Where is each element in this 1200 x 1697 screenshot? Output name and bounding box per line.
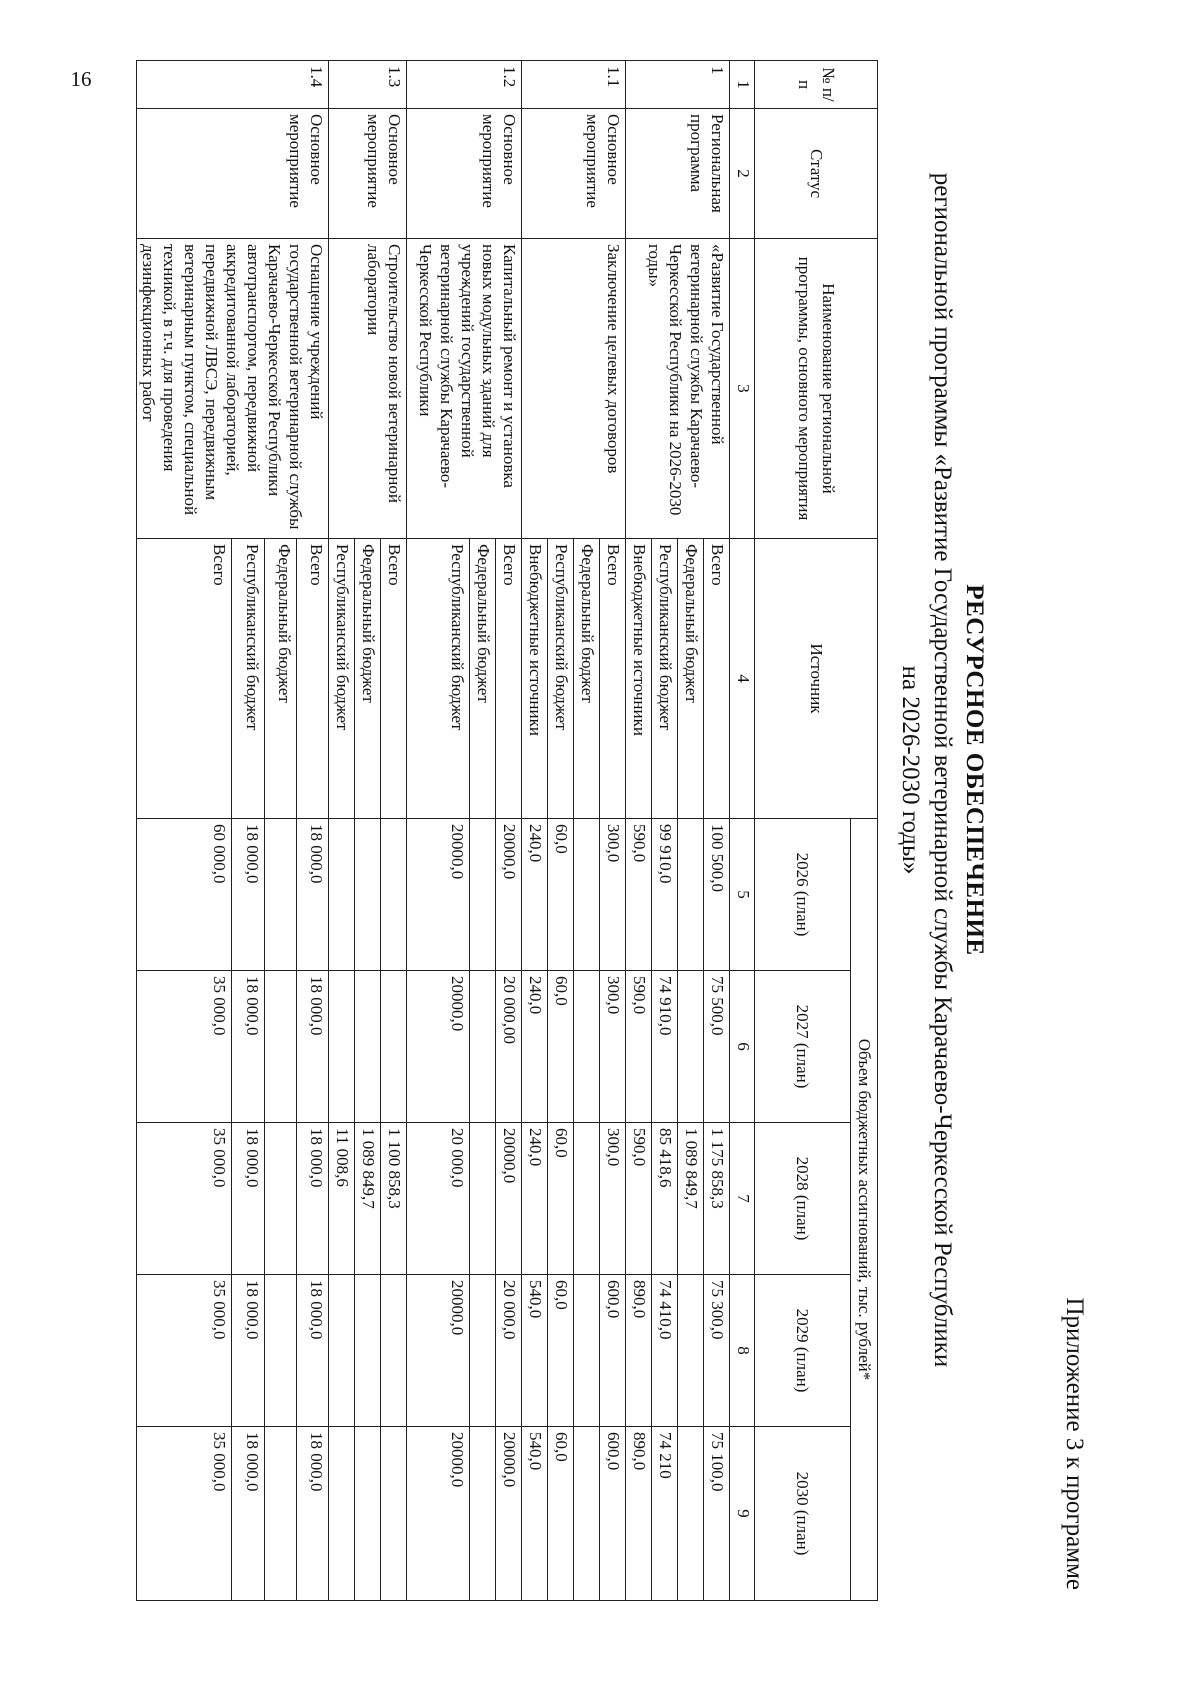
document-subtitle: региональной программы «Развитие Государственной ветеринарной службы Карачаево-Черкесской Республики [929, 172, 956, 1368]
row-value: 600,0 [600, 1275, 626, 1427]
row-value: 35 000,0 [137, 1123, 232, 1275]
row-value [329, 1275, 355, 1427]
row-value: 35 000,0 [137, 1427, 232, 1601]
row-value: 590,0 [626, 819, 652, 971]
row-source: Всего [137, 539, 232, 819]
row-source: Всего [704, 539, 730, 819]
table-row [381, 61, 407, 1601]
header-num: № п/п [755, 61, 878, 109]
column-number: 5 [730, 819, 755, 971]
row-value: 60,0 [548, 1427, 574, 1601]
header-year: 2028 (план) [755, 1123, 851, 1275]
row-value: 20000,0 [407, 1427, 470, 1601]
row-number: 1.4 [137, 61, 329, 109]
row-value: 18 000,0 [232, 1427, 264, 1601]
header-source: Источник [755, 539, 878, 819]
row-value: 85 418,6 [652, 1123, 678, 1275]
row-source: Федеральный бюджет [470, 539, 496, 819]
header-year: 2030 (план) [755, 1427, 851, 1601]
row-value: 590,0 [626, 971, 652, 1123]
row-value: 890,0 [626, 1275, 652, 1427]
row-value: 20000,0 [496, 819, 522, 971]
row-value [470, 971, 496, 1123]
header-year: 2026 (план) [755, 819, 851, 971]
row-value [678, 1427, 704, 1601]
document-title: РЕСУРСНОЕ ОБЕСПЕЧЕНИЕ [961, 584, 988, 956]
row-value: 75 100,0 [704, 1427, 730, 1601]
row-value: 75 500,0 [704, 971, 730, 1123]
row-value: 20000,0 [407, 819, 470, 971]
row-value: 20000,0 [496, 1123, 522, 1275]
row-value [381, 819, 407, 971]
row-source: Всего [296, 539, 328, 819]
row-value: 74 210 [652, 1427, 678, 1601]
row-value: 99 910,0 [652, 819, 678, 971]
row-source: Республиканский бюджет [232, 539, 264, 819]
row-value: 1 175 858,3 [704, 1123, 730, 1275]
row-value [470, 1427, 496, 1601]
header-year: 2027 (план) [755, 971, 851, 1123]
row-number: 1.3 [329, 61, 407, 109]
row-name: Строительство новой ветеринарной лаборатории [329, 239, 407, 539]
row-source: Всего [496, 539, 522, 819]
resource-table [136, 60, 878, 1601]
row-value [574, 1427, 600, 1601]
row-status: Региональная программа [626, 109, 730, 239]
column-number: 6 [730, 971, 755, 1123]
row-value [329, 1427, 355, 1601]
row-value: 18 000,0 [296, 819, 328, 971]
row-name: Капитальный ремонт и установка новых модульных зданий для учреждений государственной ветеринарной службы Карачаево-Черкесской Республики [407, 239, 522, 539]
column-number: 4 [730, 539, 755, 819]
row-value: 540,0 [522, 1427, 548, 1601]
row-value [355, 819, 381, 971]
row-value: 18 000,0 [232, 1275, 264, 1427]
row-source: Федеральный бюджет [574, 539, 600, 819]
row-value: 890,0 [626, 1427, 652, 1601]
column-number: 8 [730, 1275, 755, 1427]
row-value: 60,0 [548, 819, 574, 971]
row-value [574, 1275, 600, 1427]
row-value: 240,0 [522, 1123, 548, 1275]
column-number: 7 [730, 1123, 755, 1275]
row-value: 35 000,0 [137, 1275, 232, 1427]
row-value: 60 000,0 [137, 819, 232, 971]
row-value: 300,0 [600, 819, 626, 971]
row-value [678, 971, 704, 1123]
row-source: Республиканский бюджет [407, 539, 470, 819]
row-number: 1 [626, 61, 730, 109]
table-row [496, 61, 522, 1601]
row-value: 1 089 849,7 [678, 1123, 704, 1275]
row-value: 540,0 [522, 1275, 548, 1427]
row-source: Республиканский бюджет [548, 539, 574, 819]
row-value [264, 1275, 296, 1427]
row-value: 35 000,0 [137, 971, 232, 1123]
row-value: 20 000,0 [496, 1275, 522, 1427]
row-value [470, 819, 496, 971]
column-numbers-row [730, 61, 755, 1601]
header-name: Наименование региональной программы, основного мероприятия [755, 239, 878, 539]
row-value: 18 000,0 [296, 971, 328, 1123]
row-name: Оснащение учреждений государственной ветеринарной службы Карачаево-Черкесской Республики автотранспортом, передвижной аккредитованной лабораторией, передвижной ЛВСЭ, передвижным ветеринарным пунктом, специальной техникой, в т.ч. для проведения дезинфекционных работ [137, 239, 329, 539]
row-value: 600,0 [600, 1427, 626, 1601]
row-value [264, 819, 296, 971]
row-source: Всего [600, 539, 626, 819]
row-value: 18 000,0 [232, 971, 264, 1123]
row-value [381, 1275, 407, 1427]
column-number: 9 [730, 1427, 755, 1601]
document-subtitle-line-2: на 2026-2030 годы» [897, 665, 924, 875]
row-value: 74 910,0 [652, 971, 678, 1123]
rotated-page-content [40, 30, 1140, 1630]
row-name: «Развитие Государственной ветеринарной службы Карачаево-Черкесской Республики на 2026-2030 годы» [626, 239, 730, 539]
row-value [264, 971, 296, 1123]
row-value [574, 819, 600, 971]
row-value: 18 000,0 [232, 819, 264, 971]
row-value: 100 500,0 [704, 819, 730, 971]
row-value: 300,0 [600, 1123, 626, 1275]
row-source: Федеральный бюджет [678, 539, 704, 819]
row-value [264, 1123, 296, 1275]
row-number: 1.1 [522, 61, 626, 109]
row-status: Основное мероприятие [329, 109, 407, 239]
row-value: 1 100 858,3 [381, 1123, 407, 1275]
row-value [678, 819, 704, 971]
appendix-label: Приложение 3 к программе [1061, 1297, 1088, 1590]
table-row [296, 61, 328, 1601]
header-volume: Объем бюджетных ассигнований, тыс. рублей* [851, 819, 878, 1601]
row-value [355, 1427, 381, 1601]
row-value: 1 089 849,7 [355, 1123, 381, 1275]
row-value: 60,0 [548, 1123, 574, 1275]
row-value: 74 410,0 [652, 1275, 678, 1427]
row-value: 20 000,00 [496, 971, 522, 1123]
row-value [381, 971, 407, 1123]
table-row [600, 61, 626, 1601]
row-value [678, 1275, 704, 1427]
row-value: 18 000,0 [296, 1275, 328, 1427]
row-source: Республиканский бюджет [329, 539, 355, 819]
row-value: 20000,0 [496, 1427, 522, 1601]
row-value: 20000,0 [407, 971, 470, 1123]
row-value [574, 971, 600, 1123]
row-value: 60,0 [548, 971, 574, 1123]
row-status: Основное мероприятие [137, 109, 329, 239]
header-year: 2029 (план) [755, 1275, 851, 1427]
row-value [329, 971, 355, 1123]
row-value: 60,0 [548, 1275, 574, 1427]
row-value [355, 971, 381, 1123]
row-value: 300,0 [600, 971, 626, 1123]
row-value [574, 1123, 600, 1275]
row-status: Основное мероприятие [522, 109, 626, 239]
column-number: 2 [730, 109, 755, 239]
row-value: 11 008,6 [329, 1123, 355, 1275]
row-value [470, 1123, 496, 1275]
row-value [264, 1427, 296, 1601]
row-value: 20000,0 [407, 1275, 470, 1427]
row-value: 20 000,0 [407, 1123, 470, 1275]
row-value: 18 000,0 [232, 1123, 264, 1275]
row-value [470, 1275, 496, 1427]
row-value [329, 819, 355, 971]
row-number: 1.2 [407, 61, 522, 109]
page-number: 16 [70, 67, 92, 91]
row-source: Всего [381, 539, 407, 819]
column-number: 3 [730, 239, 755, 539]
row-source: Федеральный бюджет [264, 539, 296, 819]
row-value [355, 1275, 381, 1427]
row-source: Федеральный бюджет [355, 539, 381, 819]
row-value: 590,0 [626, 1123, 652, 1275]
row-source: Внебюджетные источники [522, 539, 548, 819]
row-value: 18 000,0 [296, 1427, 328, 1601]
row-status: Основное мероприятие [407, 109, 522, 239]
row-name: Заключение целевых договоров [522, 239, 626, 539]
column-number: 1 [730, 61, 755, 109]
row-value: 240,0 [522, 819, 548, 971]
row-source: Республиканский бюджет [652, 539, 678, 819]
row-value: 75 300,0 [704, 1275, 730, 1427]
row-value [381, 1427, 407, 1601]
row-source: Внебюджетные источники [626, 539, 652, 819]
table-row [704, 61, 730, 1601]
row-value: 240,0 [522, 971, 548, 1123]
row-value: 18 000,0 [296, 1123, 328, 1275]
header-status: Статус [755, 109, 878, 239]
